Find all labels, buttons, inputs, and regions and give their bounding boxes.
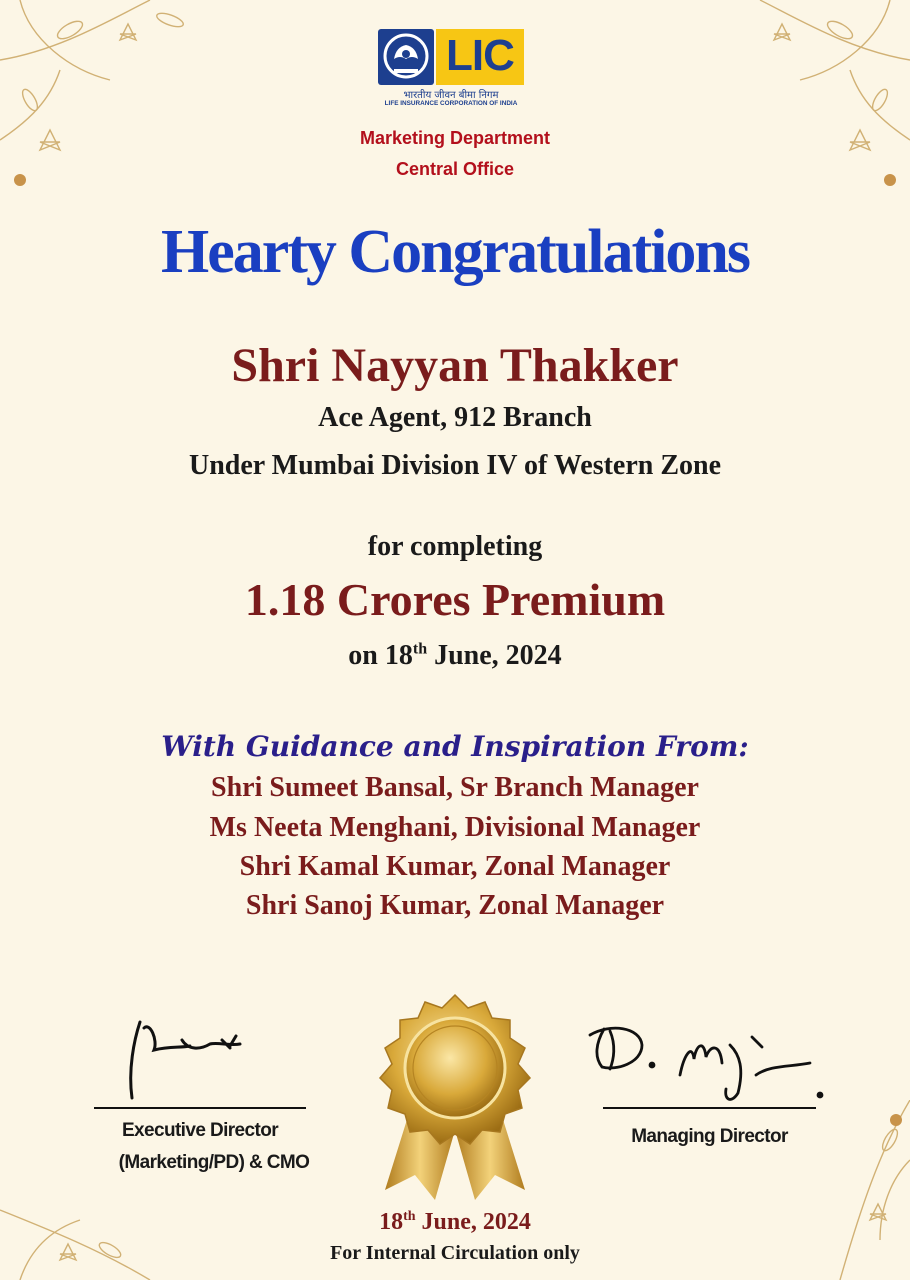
signatory-left-title: Executive Director	[121, 1120, 279, 1141]
page-title: Hearty Congratulations	[160, 218, 750, 286]
logo-wordmark: LIC	[446, 31, 514, 80]
guidance-person: Shri Kamal Kumar, Zonal Manager	[239, 851, 671, 882]
guidance-heading: With Guidance and Inspiration From:	[161, 730, 749, 763]
recipient-role: Ace Agent, 912 Branch	[318, 402, 592, 433]
footer-note: For Internal Circulation only	[330, 1242, 580, 1264]
signature-line-left	[94, 1107, 306, 1109]
guidance-person: Ms Neeta Menghani, Divisional Manager	[209, 812, 701, 843]
office-label: Central Office	[395, 159, 515, 179]
signatory-right-title: Managing Director	[631, 1126, 788, 1147]
logo-english-text: LIFE INSURANCE CORPORATION OF INDIA	[384, 100, 518, 107]
executive-director-signature	[110, 1010, 270, 1105]
department-label: Marketing Department	[359, 128, 551, 148]
signatory-left-subtitle: (Marketing/PD) & CMO	[118, 1152, 310, 1173]
guidance-person: Shri Sumeet Bansal, Sr Branch Manager	[211, 772, 699, 803]
guidance-person: Shri Sanoj Kumar, Zonal Manager	[245, 890, 665, 921]
recipient-name: Shri Nayyan Thakker	[231, 339, 679, 392]
logo-hindi-text: भारतीय जीवन बीमा निगम	[403, 90, 499, 101]
achievement-date: on 18th June, 2024	[348, 640, 562, 671]
signature-line-right	[603, 1107, 816, 1109]
lic-logo	[376, 27, 526, 111]
lic-emblem-icon	[378, 29, 434, 85]
footer-date: 18th June, 2024	[379, 1209, 531, 1235]
achievement-prefix: for completing	[367, 531, 543, 562]
gold-medal-icon	[360, 990, 550, 1205]
managing-director-signature	[580, 1015, 830, 1110]
recipient-division: Under Mumbai Division IV of Western Zone	[188, 450, 722, 481]
achievement-amount: 1.18 Crores Premium	[244, 574, 666, 625]
